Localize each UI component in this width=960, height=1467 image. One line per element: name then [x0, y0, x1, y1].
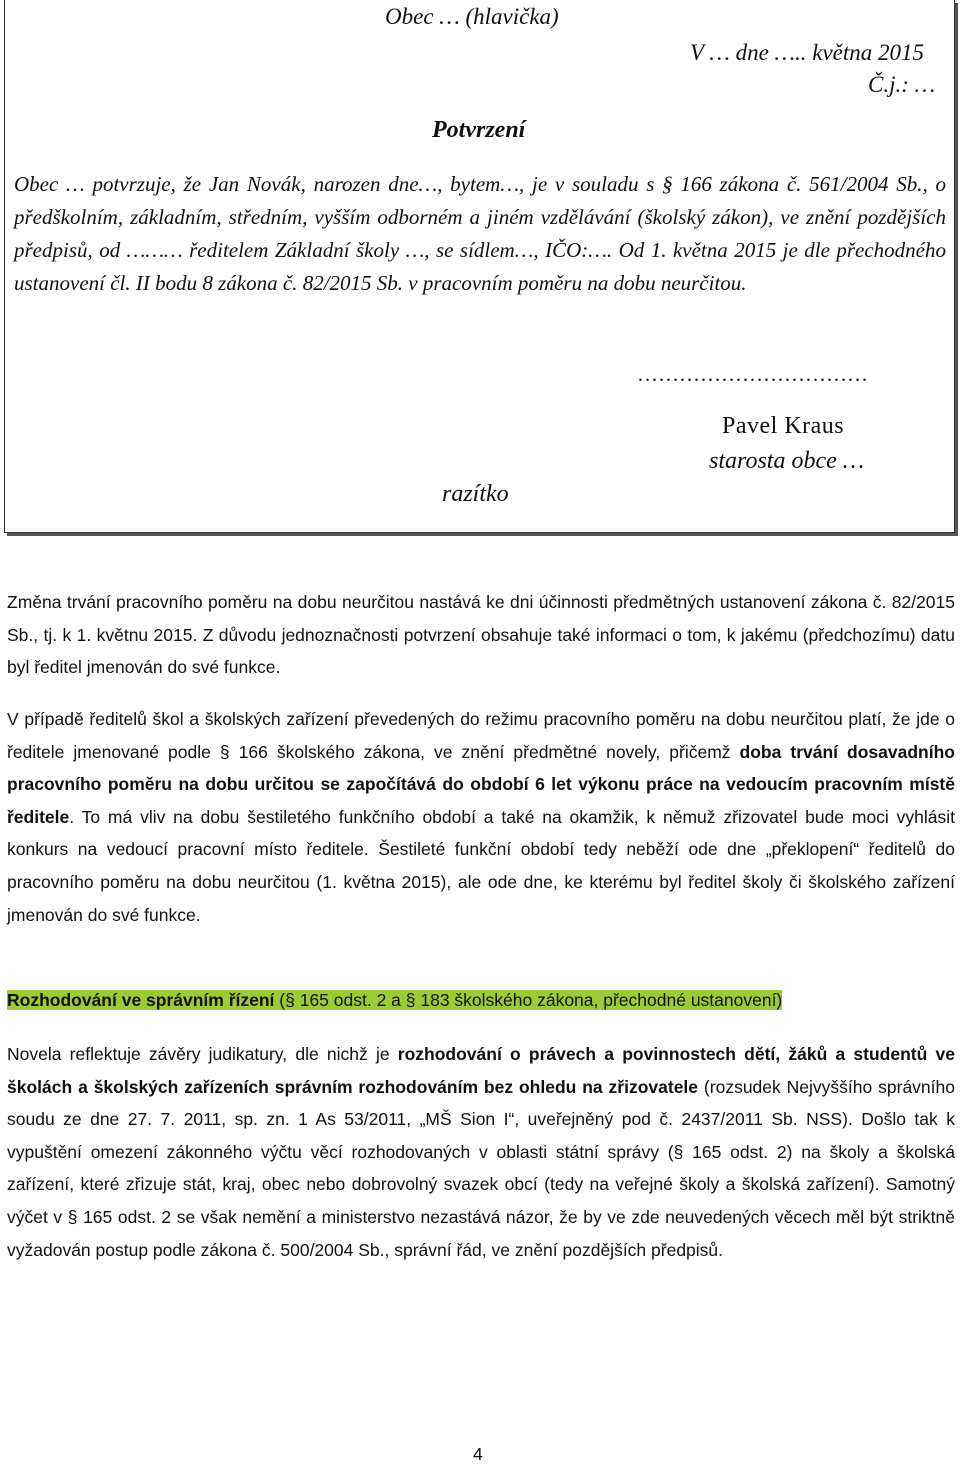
signer-role: starosta obce …	[709, 448, 865, 474]
signature-line: ……………………………	[637, 362, 868, 386]
signer-name: Pavel Kraus	[722, 413, 845, 439]
reference-number: Č.j.: …	[868, 72, 936, 97]
certificate-title: Potvrzení	[432, 117, 526, 143]
paragraph-2-bold: doba trvání dosavadního pracovního poměru na dobu určitou se započítává do období 6 let výkonu práce na vedoucím pracovním místě ředitele	[7, 741, 955, 827]
section-heading-rest: (§ 165 odst. 2 a § 183 školského zákona, přechodné ustanovení)	[274, 990, 783, 1010]
paragraph-1	[7, 586, 955, 684]
paragraph-3-part3: (rozsudek Nejvyššího správního soudu ze dne 27. 7. 2011, sp. zn. 1 As 53/2011, „MŠ Sion I“, uveřejněný pod č. 2437/2011 Sb. NSS). Došlo tak k vypuštění omezení zákonného výčtu věcí rozhodovaných v oblasti státní správy (§ 165 odst. 2) na školy a školská zařízení, které zřizuje stát, kraj, obec nebo dobrovolný svazek obcí (tedy na veřejné školy a školská zařízení). Samotný výčet v § 165 odst. 2 se však nemění a ministerstvo nezastává názor, že by ve zde neuvedených věcech měl být striktně vyžadován postup podle zákona č. 500/2004 Sb., správní řád, ve znění pozdějších předpisů.	[7, 1076, 955, 1260]
paragraph-2-part3: . To má vliv na dobu šestiletého funkčního období a také na okamžik, k němuž zřizovatel bude moci vyhlásit konkurs na vedoucí pracovní místo ředitele. Šestileté funkční období tedy neběží ode dne „překlopení“ ředitelů do pracovního poměru na dobu neurčitou (1. května 2015), ale ode dne, ke kterému byl ředitel školy či školského zařízení jmenován do své funkce.	[7, 806, 955, 925]
stamp-placeholder: razítko	[442, 481, 509, 507]
paragraph-1-part2: Z důvodu jednoznačnosti potvrzení obsahuje také informaci o tom, k jakému (předchozímu) datu byl ředitel jmenován do své funkce.	[7, 624, 955, 678]
paragraph-3-bold: rozhodování o právech a povinnostech dětí, žáků a studentů ve školách a školských zařízeních správním rozhodováním bez ohledu na zřizovatele	[7, 1044, 955, 1097]
certificate-header: Obec … (hlavička)	[385, 4, 559, 29]
certificate-body-part1: Obec … potvrzuje, že Jan Novák, narozen dne…, bytem…, je v souladu s § 166 zákona č. 561/2004 Sb., o předškolním, základním, středním, vyšším odborném a jiném vzdělávání (školský zákon), ve znění pozdějších předpisů, od ……… ředitelem Základní školy …, se sídlem…, IČO:…. Od 1.	[14, 172, 946, 262]
paragraph-1-part1: Změna trvání pracovního poměru na dobu neurčitou nastává ke dni účinnosti předmětných ustanovení zákona č. 82/2015 Sb., tj. k 1. květnu 2015.	[7, 592, 955, 645]
paragraph-3	[7, 1038, 955, 1266]
page-number: 4	[473, 1444, 483, 1464]
certificate-body	[14, 168, 946, 300]
section-heading	[7, 988, 782, 1012]
section-heading-highlight: Rozhodování ve správním řízení	[7, 990, 275, 1010]
place-date: V … dne ….. května 2015	[690, 40, 925, 65]
paragraph-3-part1: Novela reflektuje závěry judikatury, dle nichž je	[7, 1044, 398, 1064]
paragraph-2	[7, 703, 955, 931]
paragraph-2-part1: V případě ředitelů škol a školských zařízení převedených do režimu pracovního poměru na dobu neurčitou platí, že jde o ředitele jmenované podle § 166 školského zákona, ve znění předmětné novely, přičemž	[7, 709, 955, 762]
certificate-body-part2: května 2015 je dle přechodného ustanovení čl. II bodu 8 zákona č. 82/2015 Sb. v pracovním poměru na dobu neurčitou.	[14, 238, 946, 295]
